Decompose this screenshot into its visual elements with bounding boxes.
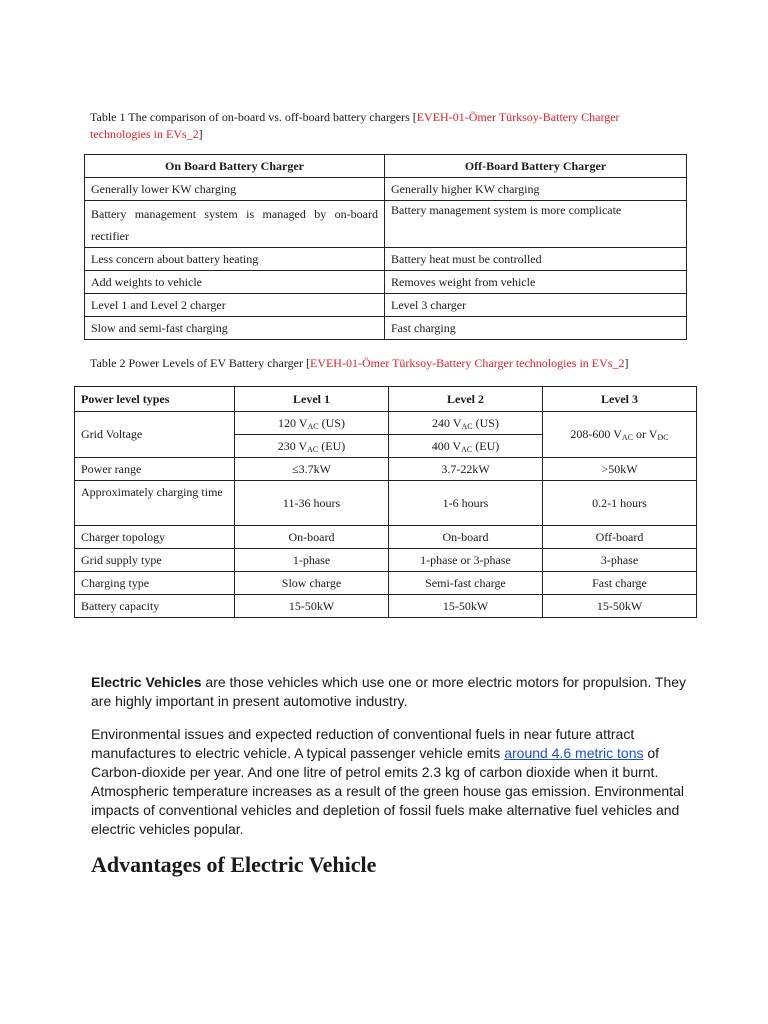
column-header: On Board Battery Charger bbox=[85, 155, 385, 178]
table-cell: 15-50kW bbox=[543, 595, 697, 618]
section-heading: Advantages of Electric Vehicle bbox=[91, 852, 377, 877]
table-row bbox=[75, 481, 697, 526]
table-cell: Less concern about battery heating bbox=[85, 248, 385, 271]
table-row bbox=[85, 248, 687, 271]
column-header: Off-Board Battery Charger bbox=[385, 155, 687, 178]
table-row bbox=[75, 549, 697, 572]
column-header: Power level types bbox=[75, 387, 235, 412]
table-cell: Off-board bbox=[543, 526, 697, 549]
table-cell: 0.2-1 hours bbox=[543, 481, 697, 526]
table-cell: 3-phase bbox=[543, 549, 697, 572]
table-cell: 208-600 $V_{AC}$ or $V_{DC}$ bbox=[543, 412, 697, 458]
table-row bbox=[75, 526, 697, 549]
intro-paragraph: Electric Vehicles are those vehicles which use one or more electric motors for propulsion. They are highly important in present automotive industry. bbox=[91, 674, 687, 709]
onboard-offboard-comparison-table bbox=[84, 154, 687, 340]
table1-caption-ref: EVEH-01-Ömer Türksoy-Battery Charger technologies in EVs_2 bbox=[90, 110, 620, 141]
table-row bbox=[75, 595, 697, 618]
table-cell: Battery management system is more complicate bbox=[385, 201, 687, 248]
table-cell: 1-6 hours bbox=[389, 481, 543, 526]
table2-caption: Table 2 Power Levels of EV Battery charger [EVEH-01-Ömer Türksoy-Battery Charger technologies in EVs_2] bbox=[90, 356, 629, 370]
table-cell: On-board bbox=[235, 526, 389, 549]
table-cell: Level 1 and Level 2 charger bbox=[85, 294, 385, 317]
term-electric-vehicles: Electric Vehicles bbox=[91, 674, 202, 690]
table-cell: ≤3.7kW bbox=[235, 458, 389, 481]
table-cell: Slow charge bbox=[235, 572, 389, 595]
table-cell: Grid Voltage bbox=[75, 412, 235, 458]
environment-paragraph: Environmental issues and expected reduction of conventional fuels in near future attract manufactures to electric vehicle. A typical passenger vehicle emits around 4.6 metric tons of Carbon-dioxide per year. And one litre of petrol emits 2.3 kg of carbon dioxide when it burnt. Atmospheric temperature increases as a result of the green house gas emission. Environmental impacts of conventional vehicles and depletion of fossil fuels make alternative fuel vehicles and electric vehicles popular. bbox=[91, 726, 684, 837]
table-cell: Fast charging bbox=[385, 317, 687, 340]
column-header: Level 1 bbox=[235, 387, 389, 412]
column-header: Level 2 bbox=[389, 387, 543, 412]
table-cell: Generally lower KW charging bbox=[85, 178, 385, 201]
table-cell: Approximately charging time bbox=[75, 481, 235, 526]
table2-caption-ref: EVEH-01-Ömer Türksoy-Battery Charger technologies in EVs_2 bbox=[309, 356, 625, 370]
table-row bbox=[85, 271, 687, 294]
table-cell: Grid supply type bbox=[75, 549, 235, 572]
table-cell: Battery capacity bbox=[75, 595, 235, 618]
table-cell: 400 $V_{AC}$ (EU) bbox=[389, 435, 543, 458]
table-cell: Charging type bbox=[75, 572, 235, 595]
table-row bbox=[85, 317, 687, 340]
table-row bbox=[85, 178, 687, 201]
column-header: Level 3 bbox=[543, 387, 697, 412]
table-cell: 1-phase or 3-phase bbox=[389, 549, 543, 572]
table-cell: Semi-fast charge bbox=[389, 572, 543, 595]
table-cell: Generally higher KW charging bbox=[385, 178, 687, 201]
table-cell: 120 $V_{AC}$ (US) bbox=[235, 412, 389, 435]
table1-caption: Table 1 The comparison of on-board vs. off-board battery chargers [EVEH-01-Ömer Türksoy-Battery Charger technologies in EVs_2] bbox=[90, 110, 620, 141]
table-cell: Fast charge bbox=[543, 572, 697, 595]
table-cell: Slow and semi-fast charging bbox=[85, 317, 385, 340]
table-cell: On-board bbox=[389, 526, 543, 549]
table-cell: 1-phase bbox=[235, 549, 389, 572]
table-row bbox=[75, 458, 697, 481]
table-row bbox=[85, 201, 687, 248]
table-row bbox=[75, 572, 697, 595]
table-cell: 15-50kW bbox=[389, 595, 543, 618]
table-header-row bbox=[75, 387, 697, 412]
table-cell: 240 $V_{AC}$ (US) bbox=[389, 412, 543, 435]
table-cell: Level 3 charger bbox=[385, 294, 687, 317]
table-cell: 15-50kW bbox=[235, 595, 389, 618]
table-cell: 230 $V_{AC}$ (EU) bbox=[235, 435, 389, 458]
table-cell: Add weights to vehicle bbox=[85, 271, 385, 294]
table-cell: 3.7-22kW bbox=[389, 458, 543, 481]
table-cell: Charger topology bbox=[75, 526, 235, 549]
metric-tons-link[interactable]: around 4.6 metric tons bbox=[504, 745, 644, 761]
table-cell: Battery heat must be controlled bbox=[385, 248, 687, 271]
table-cell: Battery management system is managed by on-board rectifier bbox=[85, 201, 385, 248]
power-levels-table bbox=[74, 386, 697, 618]
table-cell: >50kW bbox=[543, 458, 697, 481]
table-header-row bbox=[85, 155, 687, 178]
table-cell: Removes weight from vehicle bbox=[385, 271, 687, 294]
table-row bbox=[85, 294, 687, 317]
table-cell: 11-36 hours bbox=[235, 481, 389, 526]
table-row-grid-voltage bbox=[75, 412, 697, 435]
table-cell: Power range bbox=[75, 458, 235, 481]
